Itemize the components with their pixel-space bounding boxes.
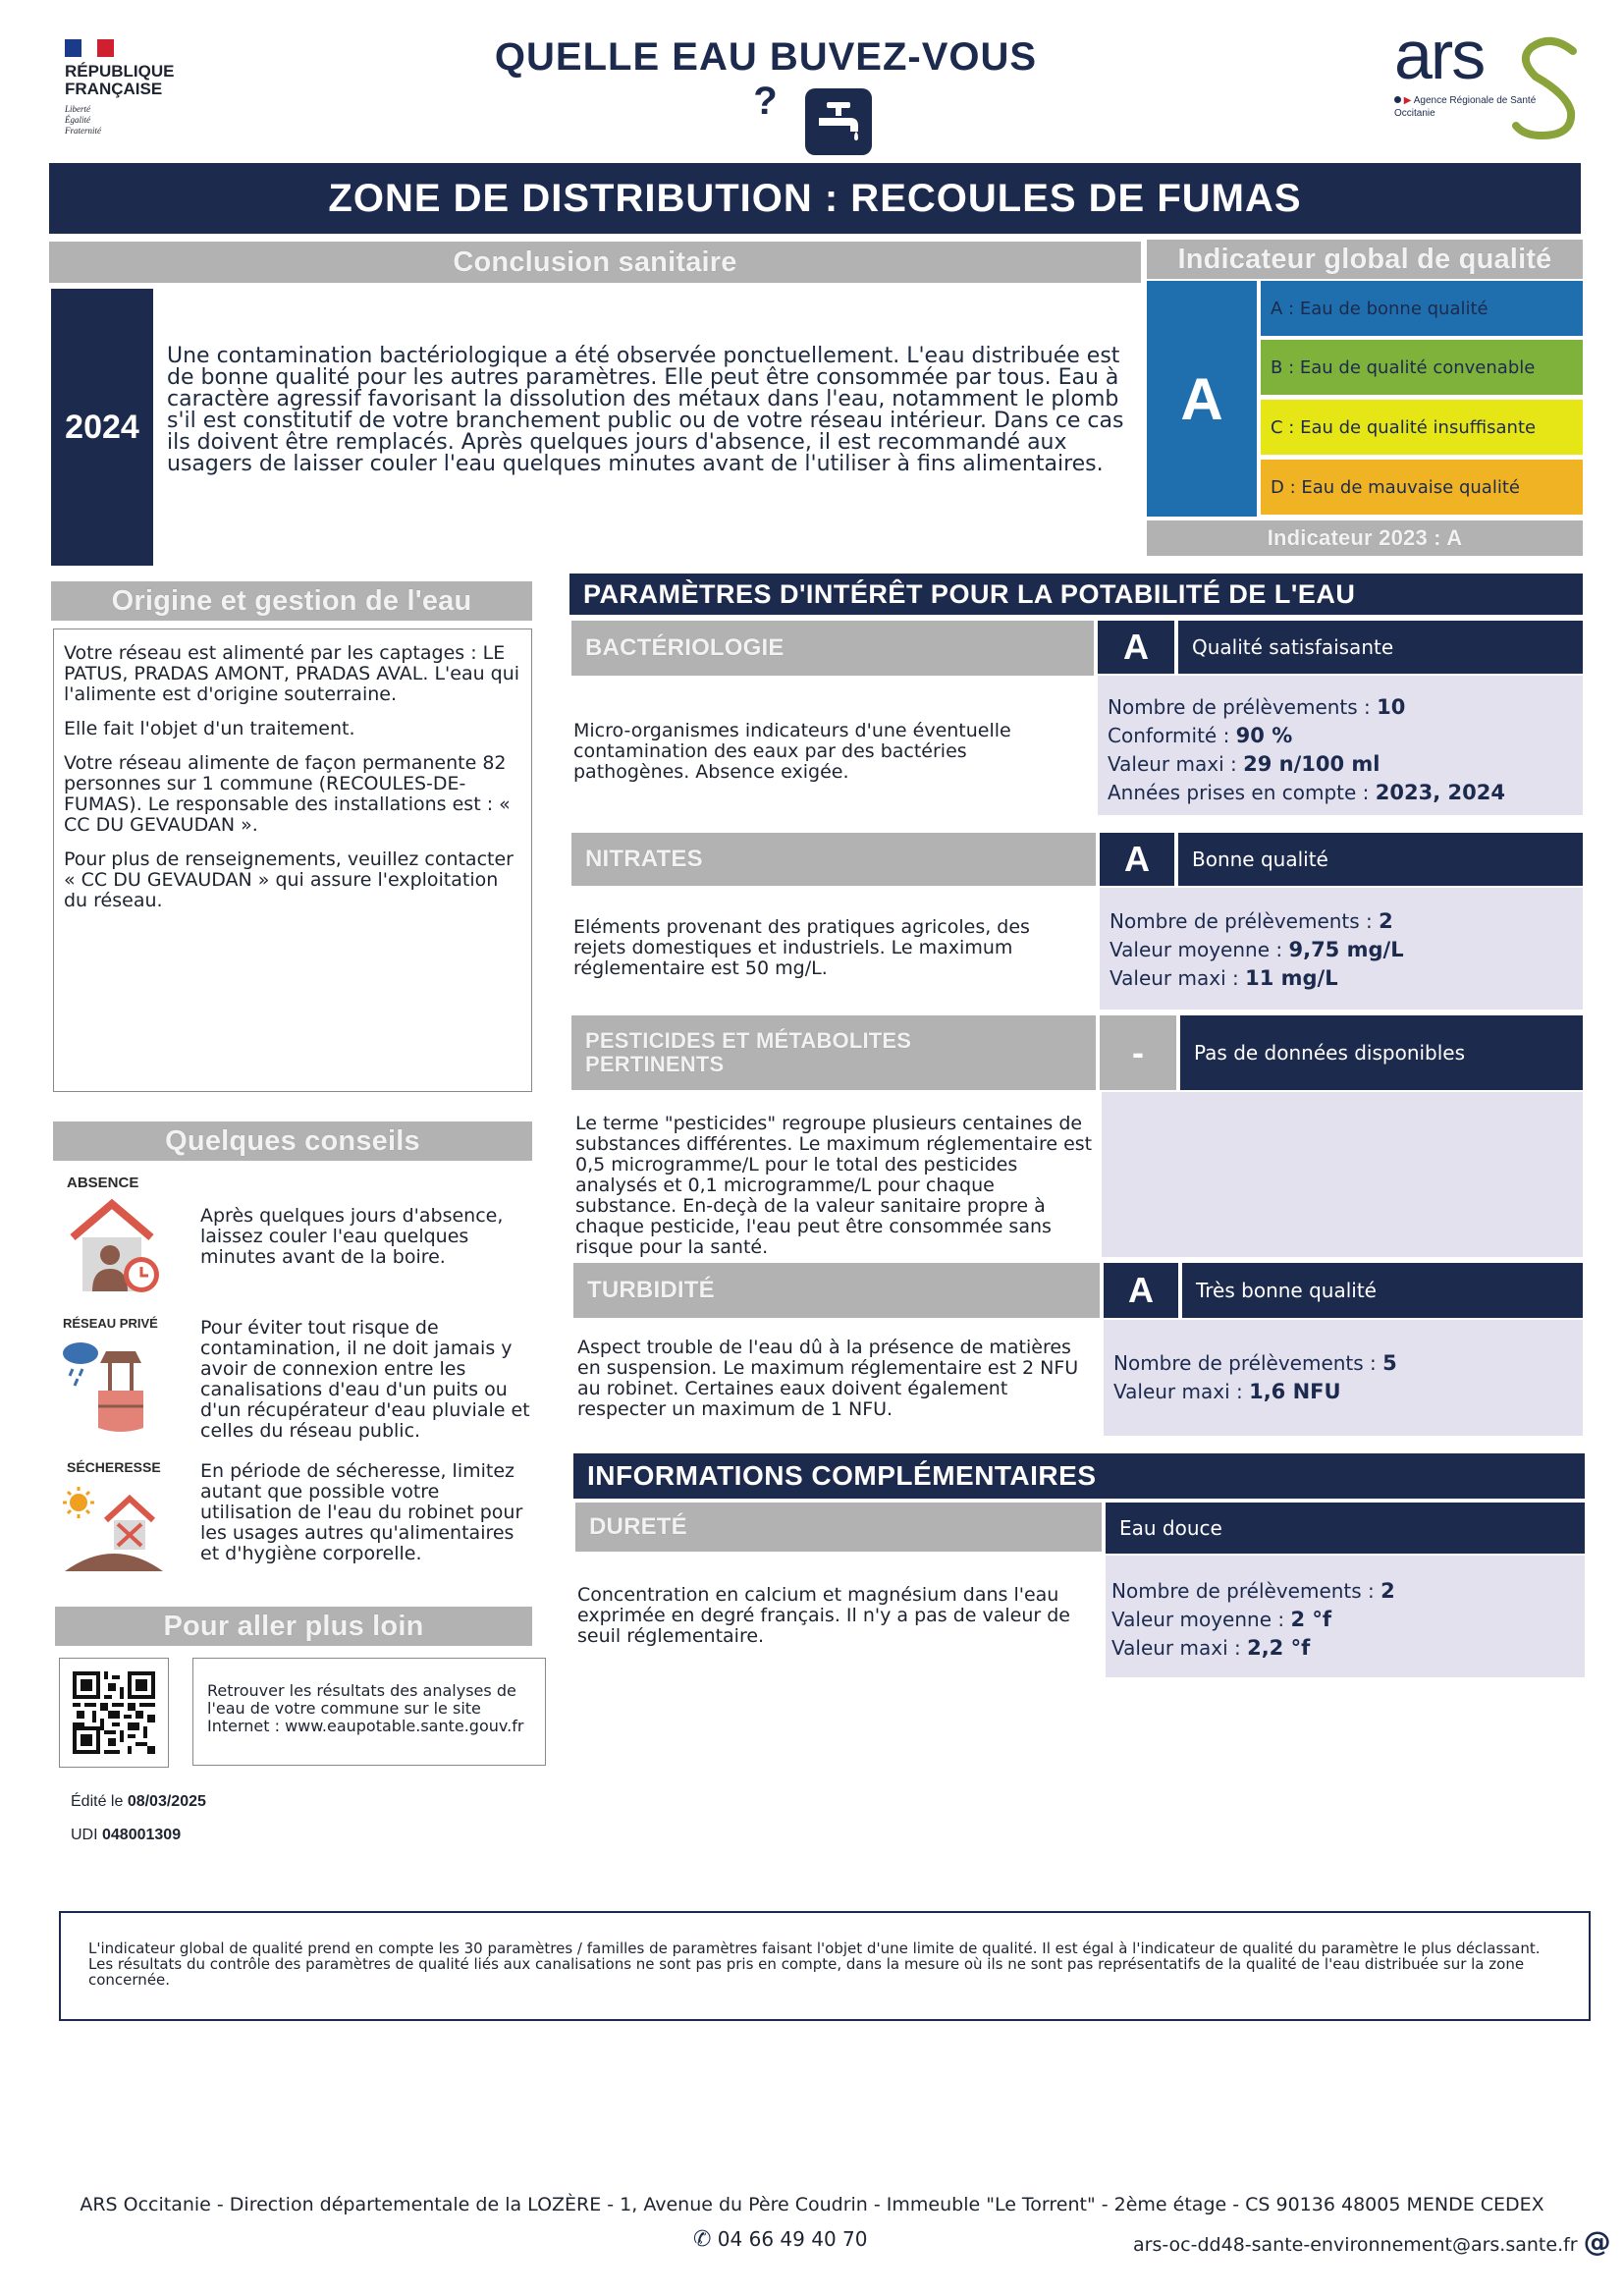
well-rain-icon — [59, 1338, 167, 1436]
indicator-grade-box — [1147, 281, 1257, 517]
turbidite-grade-box — [1104, 1263, 1178, 1318]
turbidite-stat-1: Nombre de prélèvements : 5 — [1113, 1351, 1397, 1375]
nitrates-stat-1: Nombre de prélèvements : 2 — [1110, 909, 1393, 933]
turbidite-stat-2: Valeur maxi : 1,6 NFU — [1113, 1380, 1341, 1403]
origine-p2: Elle fait l'objet d'un traitement. — [64, 718, 355, 739]
origine-box — [53, 629, 532, 1092]
conclusion-text: Une contamination bactériologique a été observée ponctuellement. L'eau distribuée est de bonne qualité pour les autres paramètres. Elle peut être consommée par tous. Eau à caractère agressif favorisant la dissolution des métaux dans l'eau, notamment le plomb s'il est constitutif de votre branchement public ou de votre réseau intérieur. Dans ce cas ils doivent être remplacés. Après quelques jours d'absence, il est recommandé aux usagers de laisser couler l'eau quelques minutes avant de l'utiliser à fins alimentaires. — [167, 344, 1124, 476]
indicator-level-a-label: A : Eau de bonne qualité — [1271, 298, 1489, 319]
pesticides-name-bar — [571, 1015, 1096, 1090]
indicator-header — [1147, 240, 1583, 279]
nitrates-quality-bar — [1178, 833, 1583, 886]
flag-icon — [65, 39, 114, 57]
bacterio-stat-1: Nombre de prélèvements : 10 — [1108, 695, 1406, 719]
turbidite-name: TURBIDITÉ — [587, 1277, 715, 1303]
at-icon: @ — [1583, 2225, 1611, 2258]
pesticides-stats — [1102, 1092, 1583, 1257]
qr-code-icon — [73, 1671, 155, 1754]
conseil-absence-tag: ABSENCE — [67, 1175, 139, 1191]
turbidite-stats — [1104, 1320, 1583, 1436]
turbidite-desc: Aspect trouble de l'eau dû à la présence de matières en suspension. Le maximum réglementaire est 2 NFU au robinet. Certaines eaux doivent également respecter un maximum de 1 NFU. — [577, 1337, 1079, 1420]
indicator-level-d-label: D : Eau de mauvaise qualité — [1271, 476, 1520, 498]
conseil-secheresse-text: En période de sécheresse, limitez autant que possible votre utilisation de l'eau du robinet pour les usages autres qu'alimentaires et d'hygiène corporelle. — [200, 1460, 523, 1564]
nitrates-name: NITRATES — [585, 846, 703, 872]
plusloin-header — [55, 1607, 532, 1646]
qr-code-box — [59, 1658, 169, 1768]
pesticides-name-line2: PERTINENTS — [585, 1052, 725, 1076]
house-clock-icon — [63, 1198, 171, 1296]
durete-desc: Concentration en calcium et magnésium dans l'eau exprimée en degré français. Il n'y a pas de valeur de seuil réglementaire. — [577, 1584, 1070, 1647]
pesticides-grade: - — [1132, 1032, 1144, 1072]
origine-p3: Votre réseau alimente de façon permanente 82 personnes sur 1 commune (RECOULES-DE-FUMAS). Le responsable des installations est : « CC DU GEVAUDAN ». — [64, 752, 511, 836]
indicator-level-a — [1261, 281, 1583, 336]
turbidite-name-bar — [573, 1263, 1100, 1318]
footer-phone-number: 04 66 49 40 70 — [717, 2227, 868, 2251]
nitrates-stat-3: Valeur maxi : 11 mg/L — [1110, 966, 1338, 990]
tap-water-icon — [805, 88, 872, 155]
conseil-reseau-text: Pour éviter tout risque de contamination, il ne doit jamais y avoir de connexion entre les canalisations d'eau d'un puits ou d'un récupérateur d'eau pluviale et celles du réseau public. — [200, 1317, 530, 1442]
ars-arrow-icon: ▶ — [1403, 95, 1412, 106]
infos-header-label: INFORMATIONS COMPLÉMENTAIRES — [587, 1460, 1097, 1491]
ars-logo — [1394, 17, 1591, 141]
nitrates-desc: Eléments provenant des pratiques agricoles, des rejets domestiques et industriels. Le maximum réglementaire est 50 mg/L. — [573, 916, 1030, 979]
ars-region: Occitanie — [1394, 108, 1435, 119]
indicator-level-d — [1261, 460, 1583, 515]
devise-egalite: Égalité — [65, 115, 90, 125]
ars-logo-text: ars — [1394, 17, 1485, 93]
bacterio-grade-box — [1098, 621, 1174, 674]
republique-line1: RÉPUBLIQUE — [65, 62, 175, 81]
conseils-header-label: Quelques conseils — [165, 1124, 420, 1157]
nitrates-grade-box — [1100, 833, 1174, 886]
footer-address: ARS Occitanie - Direction départementale de la LOZÈRE - 1, Avenue du Père Coudrin - Immeuble "Le Torrent" - 2ème étage - CS 90136 48005 MENDE CEDEX — [80, 2194, 1544, 2215]
conseil-reseau-tag: RÉSEAU PRIVÉ — [63, 1316, 158, 1331]
plusloin-header-label: Pour aller plus loin — [163, 1610, 424, 1642]
nitrates-stat-2: Valeur moyenne : 9,75 mg/L — [1110, 938, 1404, 961]
indicator-level-b — [1261, 340, 1583, 395]
devise-liberte: Liberté — [65, 104, 90, 114]
bacterio-grade: A — [1123, 627, 1149, 667]
ars-subtitle: Agence Régionale de Santé — [1413, 95, 1537, 106]
params-header — [569, 574, 1583, 615]
indicator-header-label: Indicateur global de qualité — [1177, 243, 1552, 275]
indicator-previous: Indicateur 2023 : A — [1267, 525, 1463, 550]
pesticides-grade-box — [1100, 1015, 1176, 1090]
pesticides-name-line1: PESTICIDES ET MÉTABOLITES — [585, 1028, 912, 1053]
conseil-absence — [57, 1175, 532, 1302]
conseil-secheresse — [57, 1459, 532, 1587]
params-header-label: PARAMÈTRES D'INTÉRÊT POUR LA POTABILITÉ DE L'EAU — [583, 578, 1356, 609]
origine-header — [51, 581, 532, 621]
conclusion-year: 2024 — [65, 408, 139, 446]
zone-title: ZONE DE DISTRIBUTION : RECOULES DE FUMAS — [328, 176, 1302, 220]
nitrates-name-bar — [571, 833, 1096, 886]
note-text: L'indicateur global de qualité prend en compte les 30 paramètres / familles de paramètres faisant l'objet d'une limite de qualité. Il est égal à l'indicateur de qualité du paramètre le plus déclassant. Les résultats du contrôle des paramètres de qualité liés aux canalisations ne sont pas pris en compte, dans la mesure où ils ne sont pas représentatifs de la qualité de l'eau distribuée sur la zone concernée. — [88, 1940, 1541, 1989]
udi-label: UDI — [71, 1827, 102, 1843]
conclusion-header-label: Conclusion sanitaire — [453, 246, 737, 278]
bacterio-stat-3: Valeur maxi : 29 n/100 ml — [1108, 752, 1380, 776]
bacterio-name: BACTÉRIOLOGIE — [585, 634, 785, 661]
conseil-secheresse-tag: SÉCHERESSE — [67, 1459, 161, 1475]
pesticides-quality-bar — [1180, 1015, 1583, 1090]
nitrates-stats — [1100, 888, 1583, 1010]
bacterio-desc: Micro-organismes indicateurs d'une éventuelle contamination des eaux par des bactéries pathogènes. Absence exigée. — [573, 720, 1011, 783]
footer-email — [1133, 2225, 1611, 2258]
turbidite-quality-bar — [1182, 1263, 1583, 1318]
bacterio-name-bar — [571, 621, 1094, 676]
origine-p4: Pour plus de renseignements, veuillez contacter « CC DU GEVAUDAN » qui assure l'exploitation du réseau. — [64, 848, 514, 911]
note-box — [59, 1911, 1591, 2021]
conclusion-header — [49, 242, 1141, 283]
bacterio-stat-4: Années prises en compte : 2023, 2024 — [1108, 781, 1505, 804]
ars-s-icon — [1512, 33, 1591, 141]
bacterio-stats — [1098, 676, 1583, 815]
nitrates-quality: Bonne qualité — [1192, 847, 1328, 871]
footer-phone — [693, 2227, 867, 2252]
durete-quality: Eau douce — [1119, 1516, 1222, 1540]
durete-stat-1: Nombre de prélèvements : 2 — [1111, 1579, 1395, 1603]
turbidite-grade: A — [1128, 1270, 1154, 1310]
indicator-grade: A — [1180, 365, 1223, 432]
origine-p1: Votre réseau est alimenté par les captages : LE PATUS, PRADAS AMONT, PRADAS AVAL. L'eau qui l'alimente est d'origine souterraine. — [64, 642, 520, 705]
plusloin-box — [192, 1658, 546, 1766]
infos-header — [573, 1453, 1585, 1499]
pesticides-quality: Pas de données disponibles — [1194, 1041, 1466, 1065]
turbidite-quality: Très bonne qualité — [1196, 1279, 1377, 1302]
republique-francaise-logo — [65, 39, 202, 147]
indicator-previous-bar — [1147, 520, 1583, 556]
udi — [71, 1827, 181, 1844]
footer-email-address[interactable]: ars-oc-dd48-sante-environnement@ars.sante.fr — [1133, 2234, 1578, 2256]
zone-title-bar — [49, 163, 1581, 234]
udi-value: 048001309 — [102, 1827, 182, 1843]
durete-stat-3: Valeur maxi : 2,2 °f — [1111, 1636, 1311, 1660]
durete-name-bar — [575, 1503, 1102, 1552]
phone-icon: ✆ — [693, 2227, 712, 2252]
edite-date — [71, 1793, 206, 1811]
drought-house-icon — [61, 1481, 169, 1579]
conseil-absence-text: Après quelques jours d'absence, laissez couler l'eau quelques minutes avant de la boire. — [200, 1205, 504, 1268]
indicator-level-b-label: B : Eau de qualité convenable — [1271, 356, 1536, 378]
origine-header-label: Origine et gestion de l'eau — [111, 584, 472, 617]
bacterio-quality-bar — [1178, 621, 1583, 674]
plusloin-text: Retrouver les résultats des analyses de l'eau de votre commune sur le site Internet : www.eaupotable.sante.gouv.fr — [207, 1681, 524, 1735]
conseil-reseau — [57, 1316, 532, 1444]
republique-line2: FRANÇAISE — [65, 80, 163, 98]
durete-stat-2: Valeur moyenne : 2 °f — [1111, 1608, 1332, 1631]
edite-value: 08/03/2025 — [127, 1793, 206, 1810]
conseils-header — [53, 1121, 532, 1161]
nitrates-grade: A — [1124, 839, 1150, 879]
edite-label: Édité le — [71, 1793, 128, 1810]
durete-quality-bar — [1106, 1503, 1585, 1554]
indicator-level-c — [1261, 400, 1583, 455]
indicator-level-c-label: C : Eau de qualité insuffisante — [1271, 416, 1537, 438]
pesticides-desc: Le terme "pesticides" regroupe plusieurs centaines de substances différentes. Le maximum réglementaire est 0,5 microgramme/L pour le total des pesticides analysés et 0,1 microgramme/L pour chaque substance. En-deçà de la valeur sanitaire propre à chaque pesticide, l'eau peut être consommée sans risque pour la santé. — [575, 1113, 1093, 1258]
durete-name: DURETÉ — [589, 1513, 687, 1540]
devise-fraternite: Fraternité — [65, 126, 101, 136]
bacterio-quality: Qualité satisfaisante — [1192, 635, 1394, 659]
page-title: QUELLE EAU BUVEZ-VOUS ? — [494, 35, 1038, 123]
bacterio-stat-2: Conformité : 90 % — [1108, 724, 1293, 747]
conclusion-year-box — [51, 289, 153, 566]
ars-dot-icon — [1394, 96, 1401, 103]
durete-stats — [1106, 1556, 1585, 1677]
